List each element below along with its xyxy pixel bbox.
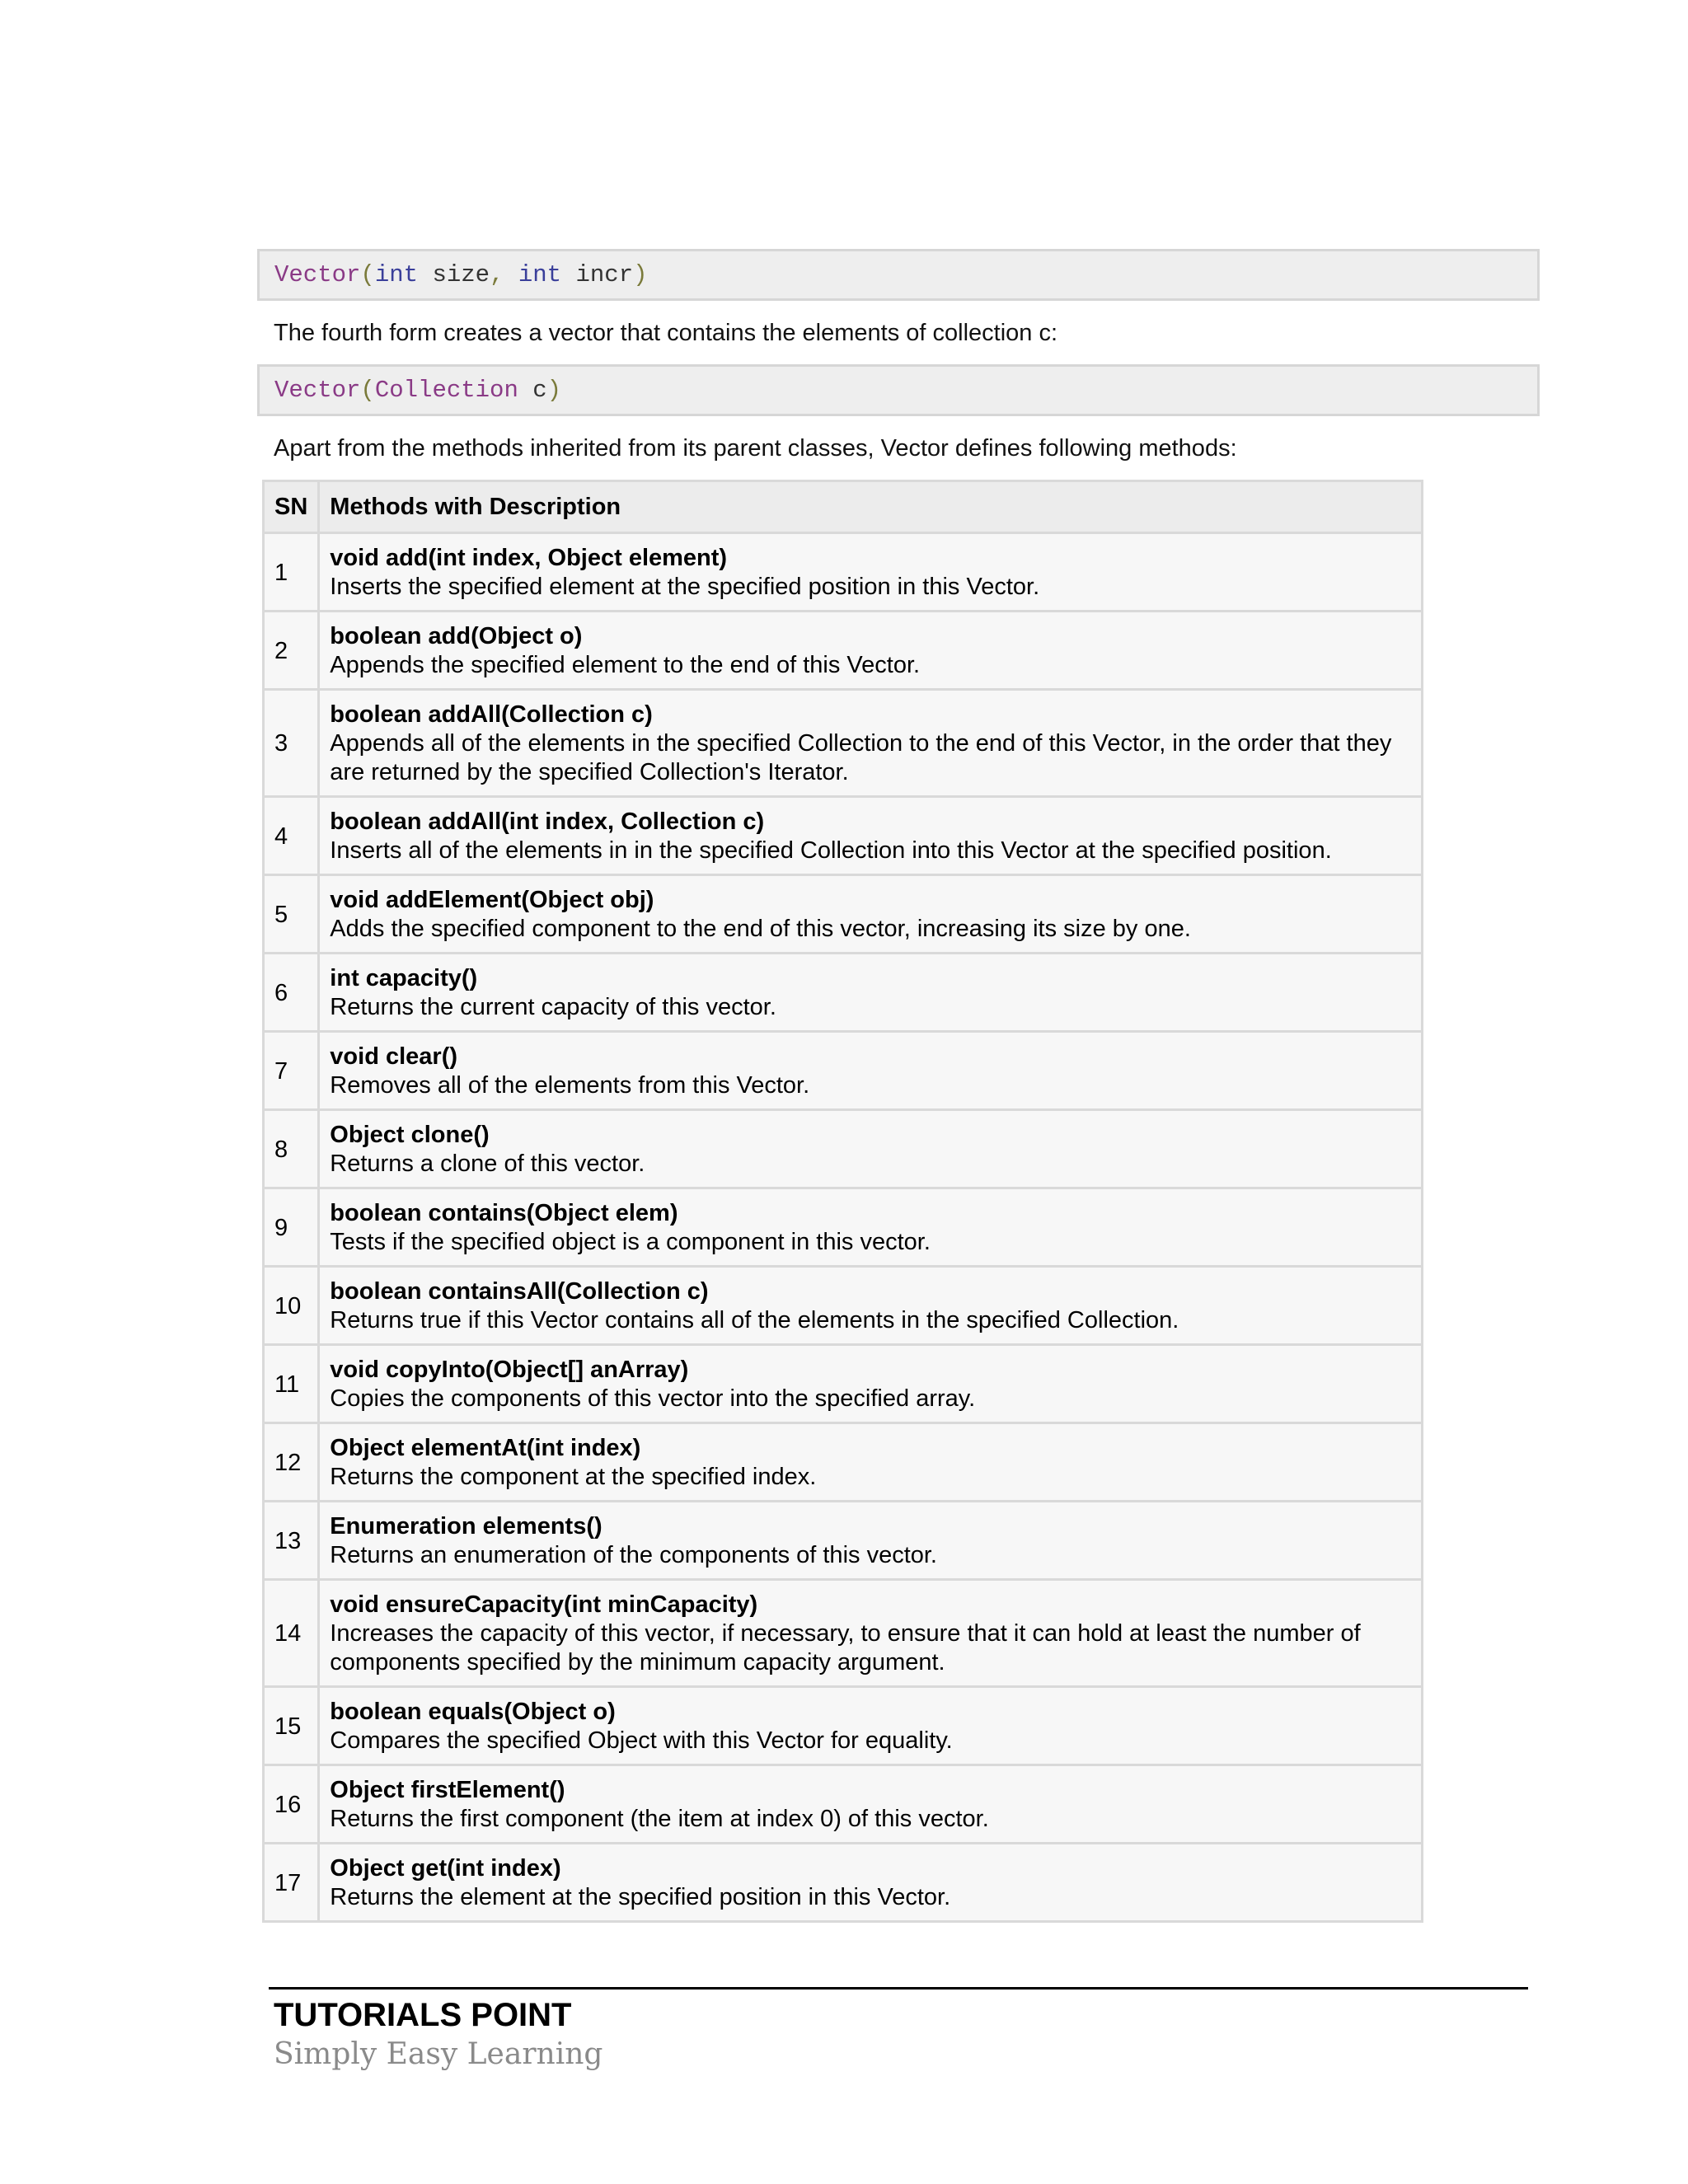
table-row	[264, 1765, 1423, 1844]
header-sn: SN	[264, 481, 319, 533]
table-row	[264, 1580, 1423, 1687]
row-number: 17	[264, 1844, 319, 1922]
row-number: 9	[264, 1188, 319, 1267]
method-cell	[319, 1423, 1423, 1502]
code-close-paren: )	[633, 261, 648, 288]
row-number: 4	[264, 797, 319, 875]
method-signature: Object get(int index)	[330, 1855, 561, 1882]
method-signature: boolean contains(Object elem)	[330, 1200, 678, 1226]
method-description: Appends the specified element to the end of this Vector.	[330, 652, 921, 678]
code-identifier: incr	[561, 261, 634, 288]
code-identifier: c	[518, 377, 547, 404]
method-description: Returns true if this Vector contains all of the elements in the specified Collection.	[330, 1307, 1179, 1333]
code-open-paren: (	[360, 261, 375, 288]
method-description: Inserts all of the elements in in the specified Collection into this Vector at the specified position.	[330, 837, 1332, 864]
footer-divider	[269, 1987, 1528, 1990]
method-description: Copies the components of this vector into the specified array.	[330, 1385, 976, 1412]
table-row	[264, 1502, 1423, 1580]
row-number: 5	[264, 875, 319, 954]
method-description: Inserts the specified element at the specified position in this Vector.	[330, 574, 1040, 600]
method-description: Adds the specified component to the end of this vector, increasing its size by one.	[330, 916, 1191, 942]
row-number: 11	[264, 1345, 319, 1423]
paragraph-methods-intro: Apart from the methods inherited from its parent classes, Vector defines following methods:	[274, 435, 1237, 462]
method-cell	[319, 533, 1423, 612]
method-signature: Enumeration elements()	[330, 1513, 603, 1540]
code-class-name: Vector	[274, 377, 361, 404]
method-description: Returns the component at the specified index.	[330, 1464, 817, 1490]
code-identifier: size	[418, 261, 490, 288]
method-description: Appends all of the elements in the specified Collection to the end of this Vector, in the order that they are returned by the specified Collection's Iterator.	[330, 730, 1392, 785]
paragraph-fourth-form: The fourth form creates a vector that contains the elements of collection c:	[274, 320, 1058, 346]
method-cell	[319, 612, 1423, 690]
method-description: Returns the current capacity of this vector.	[330, 994, 776, 1020]
row-number: 3	[264, 690, 319, 797]
method-signature: boolean addAll(int index, Collection c)	[330, 808, 765, 835]
method-cell	[319, 1502, 1423, 1580]
row-number: 7	[264, 1032, 319, 1110]
table-row	[264, 954, 1423, 1032]
table-row	[264, 875, 1423, 954]
method-cell	[319, 797, 1423, 875]
row-number: 14	[264, 1580, 319, 1687]
row-number: 16	[264, 1765, 319, 1844]
footer-tagline: Simply Easy Learning	[274, 2037, 603, 2071]
table-row	[264, 1032, 1423, 1110]
method-description: Compares the specified Object with this Vector for equality.	[330, 1727, 953, 1754]
code-block-vector-size-incr	[257, 249, 1540, 301]
method-signature: void add(int index, Object element)	[330, 545, 728, 571]
method-cell	[319, 1345, 1423, 1423]
code-class-name: Vector	[274, 261, 361, 288]
row-number: 13	[264, 1502, 319, 1580]
method-signature: boolean containsAll(Collection c)	[330, 1278, 709, 1305]
table-row	[264, 690, 1423, 797]
table-row	[264, 1110, 1423, 1188]
method-signature: void addElement(Object obj)	[330, 887, 654, 913]
method-description: Returns the first component (the item at index 0) of this vector.	[330, 1806, 989, 1832]
code-open-paren: (	[360, 377, 375, 404]
method-signature: void copyInto(Object[] anArray)	[330, 1357, 689, 1383]
code-block-vector-collection	[257, 364, 1540, 416]
method-signature: boolean addAll(Collection c)	[330, 701, 653, 728]
table-row	[264, 1267, 1423, 1345]
method-cell	[319, 1110, 1423, 1188]
method-description: Returns an enumeration of the components of this vector.	[330, 1542, 937, 1568]
method-signature: Object clone()	[330, 1122, 490, 1148]
header-methods: Methods with Description	[319, 481, 1423, 533]
method-cell	[319, 875, 1423, 954]
row-number: 1	[264, 533, 319, 612]
methods-table	[262, 480, 1423, 1923]
method-cell	[319, 690, 1423, 797]
table-row	[264, 797, 1423, 875]
table-row	[264, 1687, 1423, 1765]
row-number: 2	[264, 612, 319, 690]
method-description: Returns a clone of this vector.	[330, 1151, 645, 1177]
method-description: Returns the element at the specified position in this Vector.	[330, 1884, 951, 1910]
method-cell	[319, 1580, 1423, 1687]
code-close-paren: )	[546, 377, 562, 404]
method-description: Tests if the specified object is a component in this vector.	[330, 1229, 931, 1255]
table-row	[264, 1844, 1423, 1922]
code-type: Collection	[374, 377, 518, 404]
footer-brand: TUTORIALS POINT	[274, 1997, 572, 2033]
method-signature: boolean add(Object o)	[330, 623, 583, 649]
table-row	[264, 1345, 1423, 1423]
row-number: 6	[264, 954, 319, 1032]
table-header-row	[264, 481, 1423, 533]
method-description: Increases the capacity of this vector, if necessary, to ensure that it can hold at least the number of components specified by the minimum capacity argument.	[330, 1620, 1361, 1675]
table-row	[264, 1188, 1423, 1267]
method-cell	[319, 1844, 1423, 1922]
method-signature: void clear()	[330, 1043, 458, 1070]
method-cell	[319, 1032, 1423, 1110]
table-row	[264, 533, 1423, 612]
method-signature: Object elementAt(int index)	[330, 1435, 641, 1461]
table-row	[264, 612, 1423, 690]
methods-table-body	[264, 533, 1423, 1922]
method-cell	[319, 1765, 1423, 1844]
table-row	[264, 1423, 1423, 1502]
method-cell	[319, 1267, 1423, 1345]
code-comma: ,	[490, 261, 504, 288]
code-type: int	[374, 261, 419, 288]
method-signature: void ensureCapacity(int minCapacity)	[330, 1591, 758, 1618]
row-number: 8	[264, 1110, 319, 1188]
method-description: Removes all of the elements from this Vector.	[330, 1072, 810, 1099]
method-signature: Object firstElement()	[330, 1777, 565, 1803]
method-cell	[319, 1687, 1423, 1765]
row-number: 15	[264, 1687, 319, 1765]
method-signature: boolean equals(Object o)	[330, 1699, 616, 1725]
row-number: 12	[264, 1423, 319, 1502]
code-type: int	[504, 261, 562, 288]
row-number: 10	[264, 1267, 319, 1345]
method-cell	[319, 954, 1423, 1032]
method-signature: int capacity()	[330, 965, 478, 991]
method-cell	[319, 1188, 1423, 1267]
